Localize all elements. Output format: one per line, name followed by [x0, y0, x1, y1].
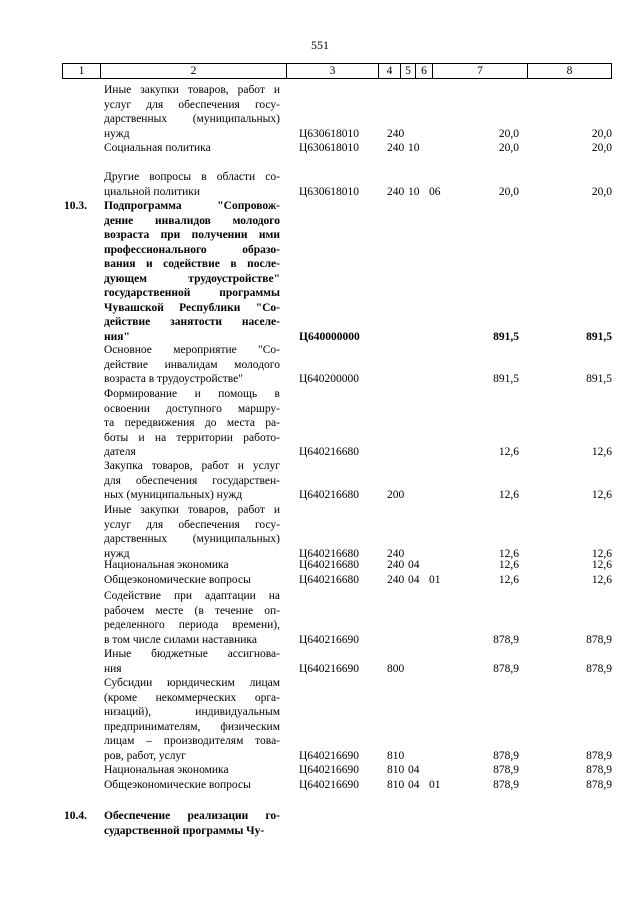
- amount-year-2: 20,0: [591, 142, 612, 154]
- row-name: [104, 503, 280, 561]
- row-name-line: ния: [104, 662, 122, 675]
- row-name-line: государственной программы: [104, 287, 280, 299]
- row-name-line: Закупка товаров, работ и услуг: [104, 460, 280, 472]
- row-name-line: та передвижения до места ра-: [104, 417, 280, 429]
- row-name: [104, 647, 280, 676]
- amount-year-2: 12,6: [591, 559, 612, 571]
- row-name-line: нужд: [104, 127, 130, 140]
- row-name: [104, 387, 280, 460]
- target-code: Ц640200000: [299, 373, 360, 385]
- row-name: [104, 343, 280, 387]
- row-name-line: дателя: [104, 446, 136, 458]
- section-code: 04: [408, 574, 420, 586]
- row-name: [104, 809, 280, 838]
- row-name: [104, 558, 280, 573]
- amount-year-2: 878,9: [586, 662, 612, 675]
- row-name: [104, 763, 280, 778]
- target-code: Ц640216680: [299, 574, 360, 586]
- row-name-line: лицам – производителям това-: [104, 735, 280, 747]
- row-name-line: возраста в трудоустройстве": [104, 373, 243, 385]
- expense-type: 240: [387, 185, 405, 198]
- header-col-5: 5: [401, 64, 416, 78]
- row-name-line: низаций), индивидуальным: [104, 706, 280, 718]
- row-name-line: сударственной программы Чу-: [104, 824, 265, 837]
- row-name: [104, 83, 280, 141]
- row-name-line: Иные закупки товаров, работ и: [104, 504, 280, 516]
- expense-type: 240: [387, 127, 405, 140]
- row-name-line: Основное мероприятие "Со-: [104, 344, 280, 356]
- target-code: Ц630618010: [299, 185, 360, 198]
- subsection-code: 06: [429, 185, 441, 198]
- row-name-line: ределенного периода времени),: [104, 619, 280, 631]
- row-name-line: Обеспечение реализации го-: [104, 810, 280, 822]
- header-col-6: 6: [416, 64, 433, 78]
- amount-year-1: 891,5: [493, 330, 519, 343]
- row-name-line: Национальная экономика: [104, 764, 229, 776]
- row-name-line: предпринимателям, физическим: [104, 720, 280, 733]
- section-code: 04: [408, 779, 420, 791]
- amount-year-1: 12,6: [498, 559, 519, 571]
- target-code: Ц640216690: [299, 764, 360, 776]
- row-name: [104, 676, 280, 763]
- row-name: [104, 459, 280, 503]
- row-name-line: действие занятости населе-: [104, 316, 280, 328]
- amount-year-1: 891,5: [493, 373, 519, 385]
- amount-year-1: 878,9: [493, 779, 519, 791]
- row-name-line: Чувашской Республики "Со-: [104, 301, 280, 314]
- section-code: 10: [408, 185, 420, 198]
- row-name-line: нужд: [104, 547, 130, 560]
- expense-type: 240: [387, 547, 405, 560]
- row-name-line: дарственных (муниципальных): [104, 113, 280, 125]
- section-code: 04: [408, 559, 420, 571]
- target-code: Ц640216690: [299, 779, 360, 791]
- row-name-line: Общеэкономические вопросы: [104, 574, 251, 586]
- amount-year-1: 20,0: [498, 142, 519, 154]
- expense-type: 240: [387, 574, 405, 586]
- row-name: [104, 573, 280, 588]
- target-code: Ц630618010: [299, 142, 360, 154]
- amount-year-1: 878,9: [493, 764, 519, 776]
- row-name: [104, 141, 280, 156]
- target-code: Ц640216690: [299, 662, 360, 675]
- amount-year-2: 12,6: [591, 574, 612, 586]
- row-name-line: действие инвалидам молодого: [104, 358, 280, 371]
- section-code: 04: [408, 764, 420, 776]
- amount-year-2: 878,9: [586, 749, 612, 762]
- row-name-line: (кроме некоммерческих орга-: [104, 691, 280, 704]
- amount-year-1: 12,6: [498, 446, 519, 458]
- amount-year-1: 20,0: [498, 185, 519, 198]
- row-name-line: ния": [104, 330, 130, 343]
- target-code: Ц640216680: [299, 489, 360, 501]
- subsection-code: 01: [429, 779, 441, 791]
- amount-year-2: 12,6: [591, 446, 612, 458]
- row-name-line: профессионального образо-: [104, 243, 280, 256]
- row-name-line: вания и содействие в после-: [104, 258, 280, 270]
- row-name-line: дующем трудоустройстве": [104, 272, 280, 285]
- row-name-line: Содействие при адаптации на: [104, 590, 280, 602]
- header-col-4: 4: [379, 64, 401, 78]
- row-name: [104, 199, 280, 344]
- row-name-line: Социальная политика: [104, 142, 211, 154]
- amount-year-1: 12,6: [498, 547, 519, 560]
- target-code: Ц640216690: [299, 749, 360, 762]
- amount-year-2: 20,0: [591, 185, 612, 198]
- row-name: [104, 778, 280, 793]
- row-name-line: Общеэкономические вопросы: [104, 779, 251, 791]
- amount-year-2: 878,9: [586, 779, 612, 791]
- row-name-line: Подпрограмма "Сопровож-: [104, 200, 280, 212]
- section-number: 10.4.: [64, 810, 87, 822]
- row-name-line: Национальная экономика: [104, 559, 229, 571]
- amount-year-2: 891,5: [586, 373, 612, 385]
- amount-year-1: 20,0: [498, 127, 519, 140]
- subsection-code: 01: [429, 574, 441, 586]
- row-name-line: Другие вопросы в области со-: [104, 171, 280, 183]
- table-header: [62, 63, 612, 79]
- row-name-line: освоении доступного маршру-: [104, 402, 280, 415]
- header-col-8: 8: [566, 65, 573, 77]
- row-name-line: для обеспечения государствен-: [104, 474, 280, 487]
- amount-year-2: 878,9: [586, 764, 612, 776]
- expense-type: 810: [387, 779, 405, 791]
- expense-type: 240: [387, 142, 405, 154]
- row-name-line: рабочем месте (в течение оп-: [104, 604, 280, 617]
- amount-year-1: 12,6: [498, 574, 519, 586]
- row-name-line: в том числе силами наставника: [104, 633, 257, 646]
- row-name-line: ных (муниципальных) нужд: [104, 489, 243, 501]
- header-col-1: 1: [63, 64, 101, 78]
- row-name-line: циальной политики: [104, 185, 200, 198]
- expense-type: 800: [387, 662, 405, 675]
- row-name-line: Иные закупки товаров, работ и: [104, 84, 280, 96]
- row-name-line: боты и на территории работо-: [104, 431, 280, 444]
- target-code: Ц640216680: [299, 446, 360, 458]
- row-name-line: ров, работ, услуг: [104, 749, 186, 762]
- header-col-3: 3: [287, 64, 379, 78]
- amount-year-2: 12,6: [591, 547, 612, 560]
- amount-year-2: 878,9: [586, 633, 612, 646]
- header-col-2: 2: [101, 64, 287, 78]
- page-number: 551: [311, 38, 329, 52]
- target-code: Ц640216690: [299, 633, 360, 646]
- row-name: [104, 589, 280, 647]
- amount-year-2: 891,5: [586, 330, 612, 343]
- amount-year-2: 12,6: [591, 489, 612, 501]
- row-name-line: услуг для обеспечения госу-: [104, 518, 280, 531]
- amount-year-1: 878,9: [493, 749, 519, 762]
- target-code: Ц640216680: [299, 559, 360, 571]
- amount-year-1: 878,9: [493, 662, 519, 675]
- row-name-line: Формирование и помощь в: [104, 388, 280, 400]
- section-code: 10: [408, 142, 420, 154]
- row-name-line: услуг для обеспечения госу-: [104, 98, 280, 111]
- expense-type: 200: [387, 489, 405, 501]
- row-name-line: дение инвалидов молодого: [104, 214, 280, 227]
- expense-type: 810: [387, 749, 405, 762]
- row-name-line: дарственных (муниципальных): [104, 533, 280, 545]
- row-name-line: возраста при получении ими: [104, 229, 280, 241]
- row-name-line: Иные бюджетные ассигнова-: [104, 648, 280, 660]
- row-name-line: Субсидии юридическим лицам: [104, 677, 280, 689]
- target-code: Ц630618010: [299, 127, 360, 140]
- target-code: Ц640216680: [299, 547, 360, 560]
- expense-type: 810: [387, 764, 405, 776]
- amount-year-1: 12,6: [498, 489, 519, 501]
- amount-year-1: 878,9: [493, 633, 519, 646]
- target-code: Ц640000000: [299, 330, 360, 343]
- row-name: [104, 170, 280, 199]
- section-number: 10.3.: [64, 200, 87, 212]
- expense-type: 240: [387, 559, 405, 571]
- header-col-7: 7: [433, 64, 528, 78]
- amount-year-2: 20,0: [591, 127, 612, 140]
